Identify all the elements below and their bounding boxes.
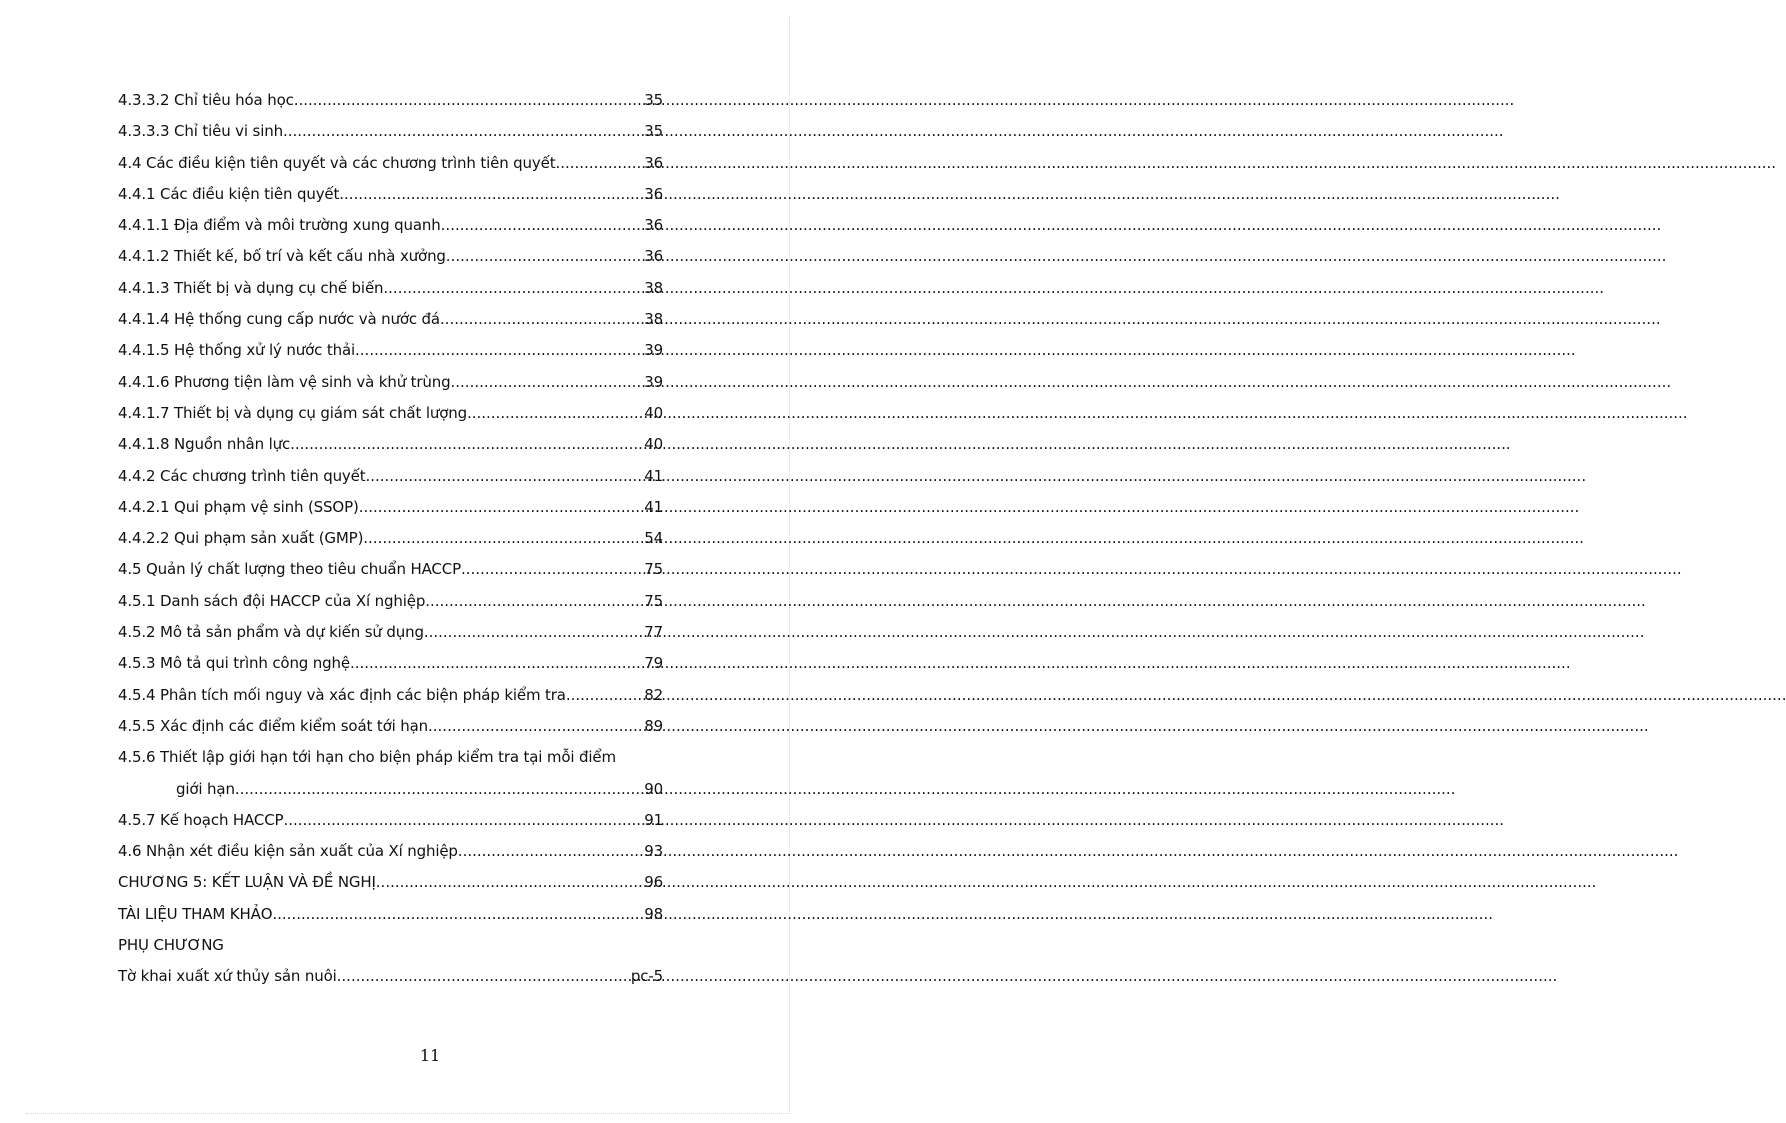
toc-entry-page: 38 — [644, 310, 663, 329]
toc-references-entry[interactable] — [118, 905, 663, 936]
toc-dot-leader — [428, 717, 631, 735]
toc-entry-page: 41 — [644, 466, 663, 485]
toc-entry[interactable] — [118, 467, 663, 498]
toc-dot-leader — [458, 842, 631, 860]
toc-entry[interactable] — [118, 279, 663, 310]
toc-entry[interactable] — [118, 122, 663, 153]
toc-entry[interactable] — [118, 592, 663, 623]
toc-entry-page: 77 — [644, 623, 663, 642]
toc-dot-leader — [383, 279, 631, 297]
toc-dot-leader — [350, 654, 631, 672]
toc-entry[interactable] — [118, 435, 663, 466]
page-number: 11 — [419, 1046, 441, 1065]
toc-entry[interactable] — [118, 216, 663, 247]
toc-entry-title: 4.5.6 Thiết lập giới hạn tới hạn cho biện pháp kiểm tra tại mỗi điểm — [118, 748, 616, 767]
toc-entry-page: 35 — [644, 122, 663, 141]
toc-entry[interactable] — [118, 185, 663, 216]
toc-entry-title: 4.4.2.2 Qui phạm sản xuất (GMP) — [118, 529, 364, 548]
toc-entry-title: 4.4.1.6 Phương tiện làm vệ sinh và khử trùng — [118, 372, 451, 391]
toc-dot-leader — [376, 873, 631, 891]
toc-entry[interactable] — [118, 91, 663, 122]
toc-entry[interactable] — [118, 654, 663, 685]
toc-dot-leader — [283, 122, 631, 140]
toc-entry-title: 4.4.1.5 Hệ thống xử lý nước thải — [118, 341, 356, 360]
toc-appendix-entry[interactable] — [118, 967, 663, 998]
toc-entry[interactable] — [118, 154, 663, 185]
toc-entry[interactable] — [118, 623, 663, 654]
toc-dot-leader — [359, 498, 631, 516]
toc-entry[interactable] — [118, 498, 663, 529]
toc-dot-leader — [446, 247, 631, 265]
toc-entry-title: 4.4.2 Các chương trình tiên quyết — [118, 466, 366, 485]
toc-appendix-heading — [118, 936, 663, 967]
toc-entry[interactable] — [118, 247, 663, 278]
toc-dot-leader — [339, 185, 631, 203]
toc-entry-page: 35 — [644, 91, 663, 109]
toc-entry-page: 39 — [644, 372, 663, 391]
toc-entry-wrapped-continuation[interactable] — [118, 780, 663, 811]
toc-dot-leader — [337, 967, 625, 985]
toc-dot-leader — [425, 592, 631, 610]
toc-entry[interactable] — [118, 686, 663, 717]
toc-entry-page: 36 — [644, 247, 663, 266]
toc-entry-page: 36 — [644, 184, 663, 203]
toc-entry-page: 82 — [644, 685, 663, 704]
toc-dot-leader — [294, 91, 631, 109]
toc-chapter-entry[interactable] — [118, 873, 663, 904]
toc-entry-page: 90 — [644, 779, 663, 798]
toc-dot-leader — [440, 310, 631, 328]
toc-entry-title: 4.5.1 Danh sách đội HACCP của Xí nghiệp — [118, 591, 426, 610]
toc-entry-page: 89 — [644, 716, 663, 735]
toc-dot-leader — [441, 216, 631, 234]
toc-dot-leader — [555, 154, 631, 172]
toc-dot-leader — [355, 341, 631, 359]
toc-dot-leader — [290, 435, 631, 453]
toc-entry-page: 91 — [644, 810, 663, 829]
toc-entry-wrapped-first-line[interactable] — [118, 748, 663, 779]
toc-entry-page: 36 — [644, 216, 663, 235]
toc-entry-title: 4.4.1.3 Thiết bị và dụng cụ chế biến — [118, 278, 384, 297]
toc-entry-title: 4.5.2 Mô tả sản phẩm và dự kiến sử dụng — [118, 623, 424, 642]
toc-entry-title: 4.4.1.8 Nguồn nhân lực — [118, 435, 291, 454]
toc-entry-title: 4.5.7 Kế hoạch HACCP — [118, 810, 284, 829]
toc-entry[interactable] — [118, 529, 663, 560]
toc-entry-title: 4.5.4 Phân tích mối nguy và xác định các biện pháp kiểm tra — [118, 685, 566, 704]
toc-dot-leader — [424, 623, 631, 641]
toc-entry-page: 96 — [644, 873, 663, 892]
toc-entry-page: 39 — [644, 341, 663, 360]
toc-entry-title: 4.4 Các điều kiện tiên quyết và các chương trình tiên quyết — [118, 153, 556, 172]
toc-entry[interactable] — [118, 373, 663, 404]
toc-entry-title: 4.3.3.2 Chỉ tiêu hóa học — [118, 91, 294, 109]
toc-entry[interactable] — [118, 560, 663, 591]
toc-entry-title: 4.4.1.4 Hệ thống cung cấp nước và nước đá — [118, 310, 440, 329]
toc-entry-title: 4.4.1.2 Thiết kế, bố trí và kết cấu nhà xưởng — [118, 247, 446, 266]
toc-entry-page: 54 — [644, 529, 663, 548]
toc-dot-leader — [272, 905, 631, 923]
toc-dot-leader — [451, 373, 632, 391]
toc-entry-page: 41 — [644, 497, 663, 516]
toc-entry-title-continued: giới hạn — [176, 779, 235, 798]
toc-dot-leader — [461, 560, 631, 578]
toc-entry-title: 4.5.5 Xác định các điểm kiểm soát tới hạn — [118, 716, 428, 735]
toc-entry-page: 98 — [644, 904, 663, 923]
toc-entry-page: 40 — [644, 435, 663, 454]
toc-entry-title: CHƯƠNG 5: KẾT LUẬN VÀ ĐỀ NGHỊ — [118, 873, 376, 892]
toc-entry-page: 79 — [644, 654, 663, 673]
appendix-heading-text: PHỤ CHƯƠNG — [118, 936, 224, 955]
toc-entry[interactable] — [118, 310, 663, 341]
toc-dot-leader — [467, 404, 631, 422]
toc-entry-page: 36 — [644, 153, 663, 172]
toc-entry-title: TÀI LIỆU THAM KHẢO — [118, 904, 273, 923]
toc-entry-page: pc-5 — [630, 967, 663, 986]
toc-entry-title: 4.6 Nhận xét điều kiện sản xuất của Xí nghiệp — [118, 842, 458, 861]
toc-entry[interactable] — [118, 404, 663, 435]
toc-dot-leader — [283, 811, 631, 829]
toc-dot-leader — [566, 686, 631, 704]
toc-entry[interactable] — [118, 842, 663, 873]
toc-entry-page: 75 — [644, 560, 663, 579]
toc-dot-leader — [365, 467, 631, 485]
toc-entry[interactable] — [118, 811, 663, 842]
toc-entry-title: 4.3.3.3 Chỉ tiêu vi sinh — [118, 122, 283, 141]
toc-entry-title: 4.5.3 Mô tả qui trình công nghệ — [118, 654, 350, 673]
toc-entry-title: 4.4.2.1 Qui phạm vệ sinh (SSOP) — [118, 497, 359, 516]
toc-entry-page: 40 — [644, 403, 663, 422]
toc-entry-title: 4.4.1.7 Thiết bị và dụng cụ giám sát chất lượng — [118, 403, 467, 422]
toc-entry-page: 93 — [644, 842, 663, 861]
toc-entry-title: Tờ khai xuất xứ thủy sản nuôi — [118, 967, 337, 986]
toc-entry-title: 4.4.1.1 Địa điểm và môi trường xung quanh — [118, 216, 441, 235]
toc-entry-title: 4.5 Quản lý chất lượng theo tiêu chuẩn HACCP — [118, 560, 461, 579]
toc-dot-leader — [363, 529, 631, 547]
toc-entry-page: 75 — [644, 591, 663, 610]
toc-entry-page: 38 — [644, 278, 663, 297]
toc-entry-title: 4.4.1 Các điều kiện tiên quyết — [118, 184, 340, 203]
toc-dot-leader — [235, 780, 631, 798]
toc-entry[interactable] — [118, 717, 663, 748]
table-of-contents — [118, 91, 663, 999]
toc-entry[interactable] — [118, 341, 663, 372]
